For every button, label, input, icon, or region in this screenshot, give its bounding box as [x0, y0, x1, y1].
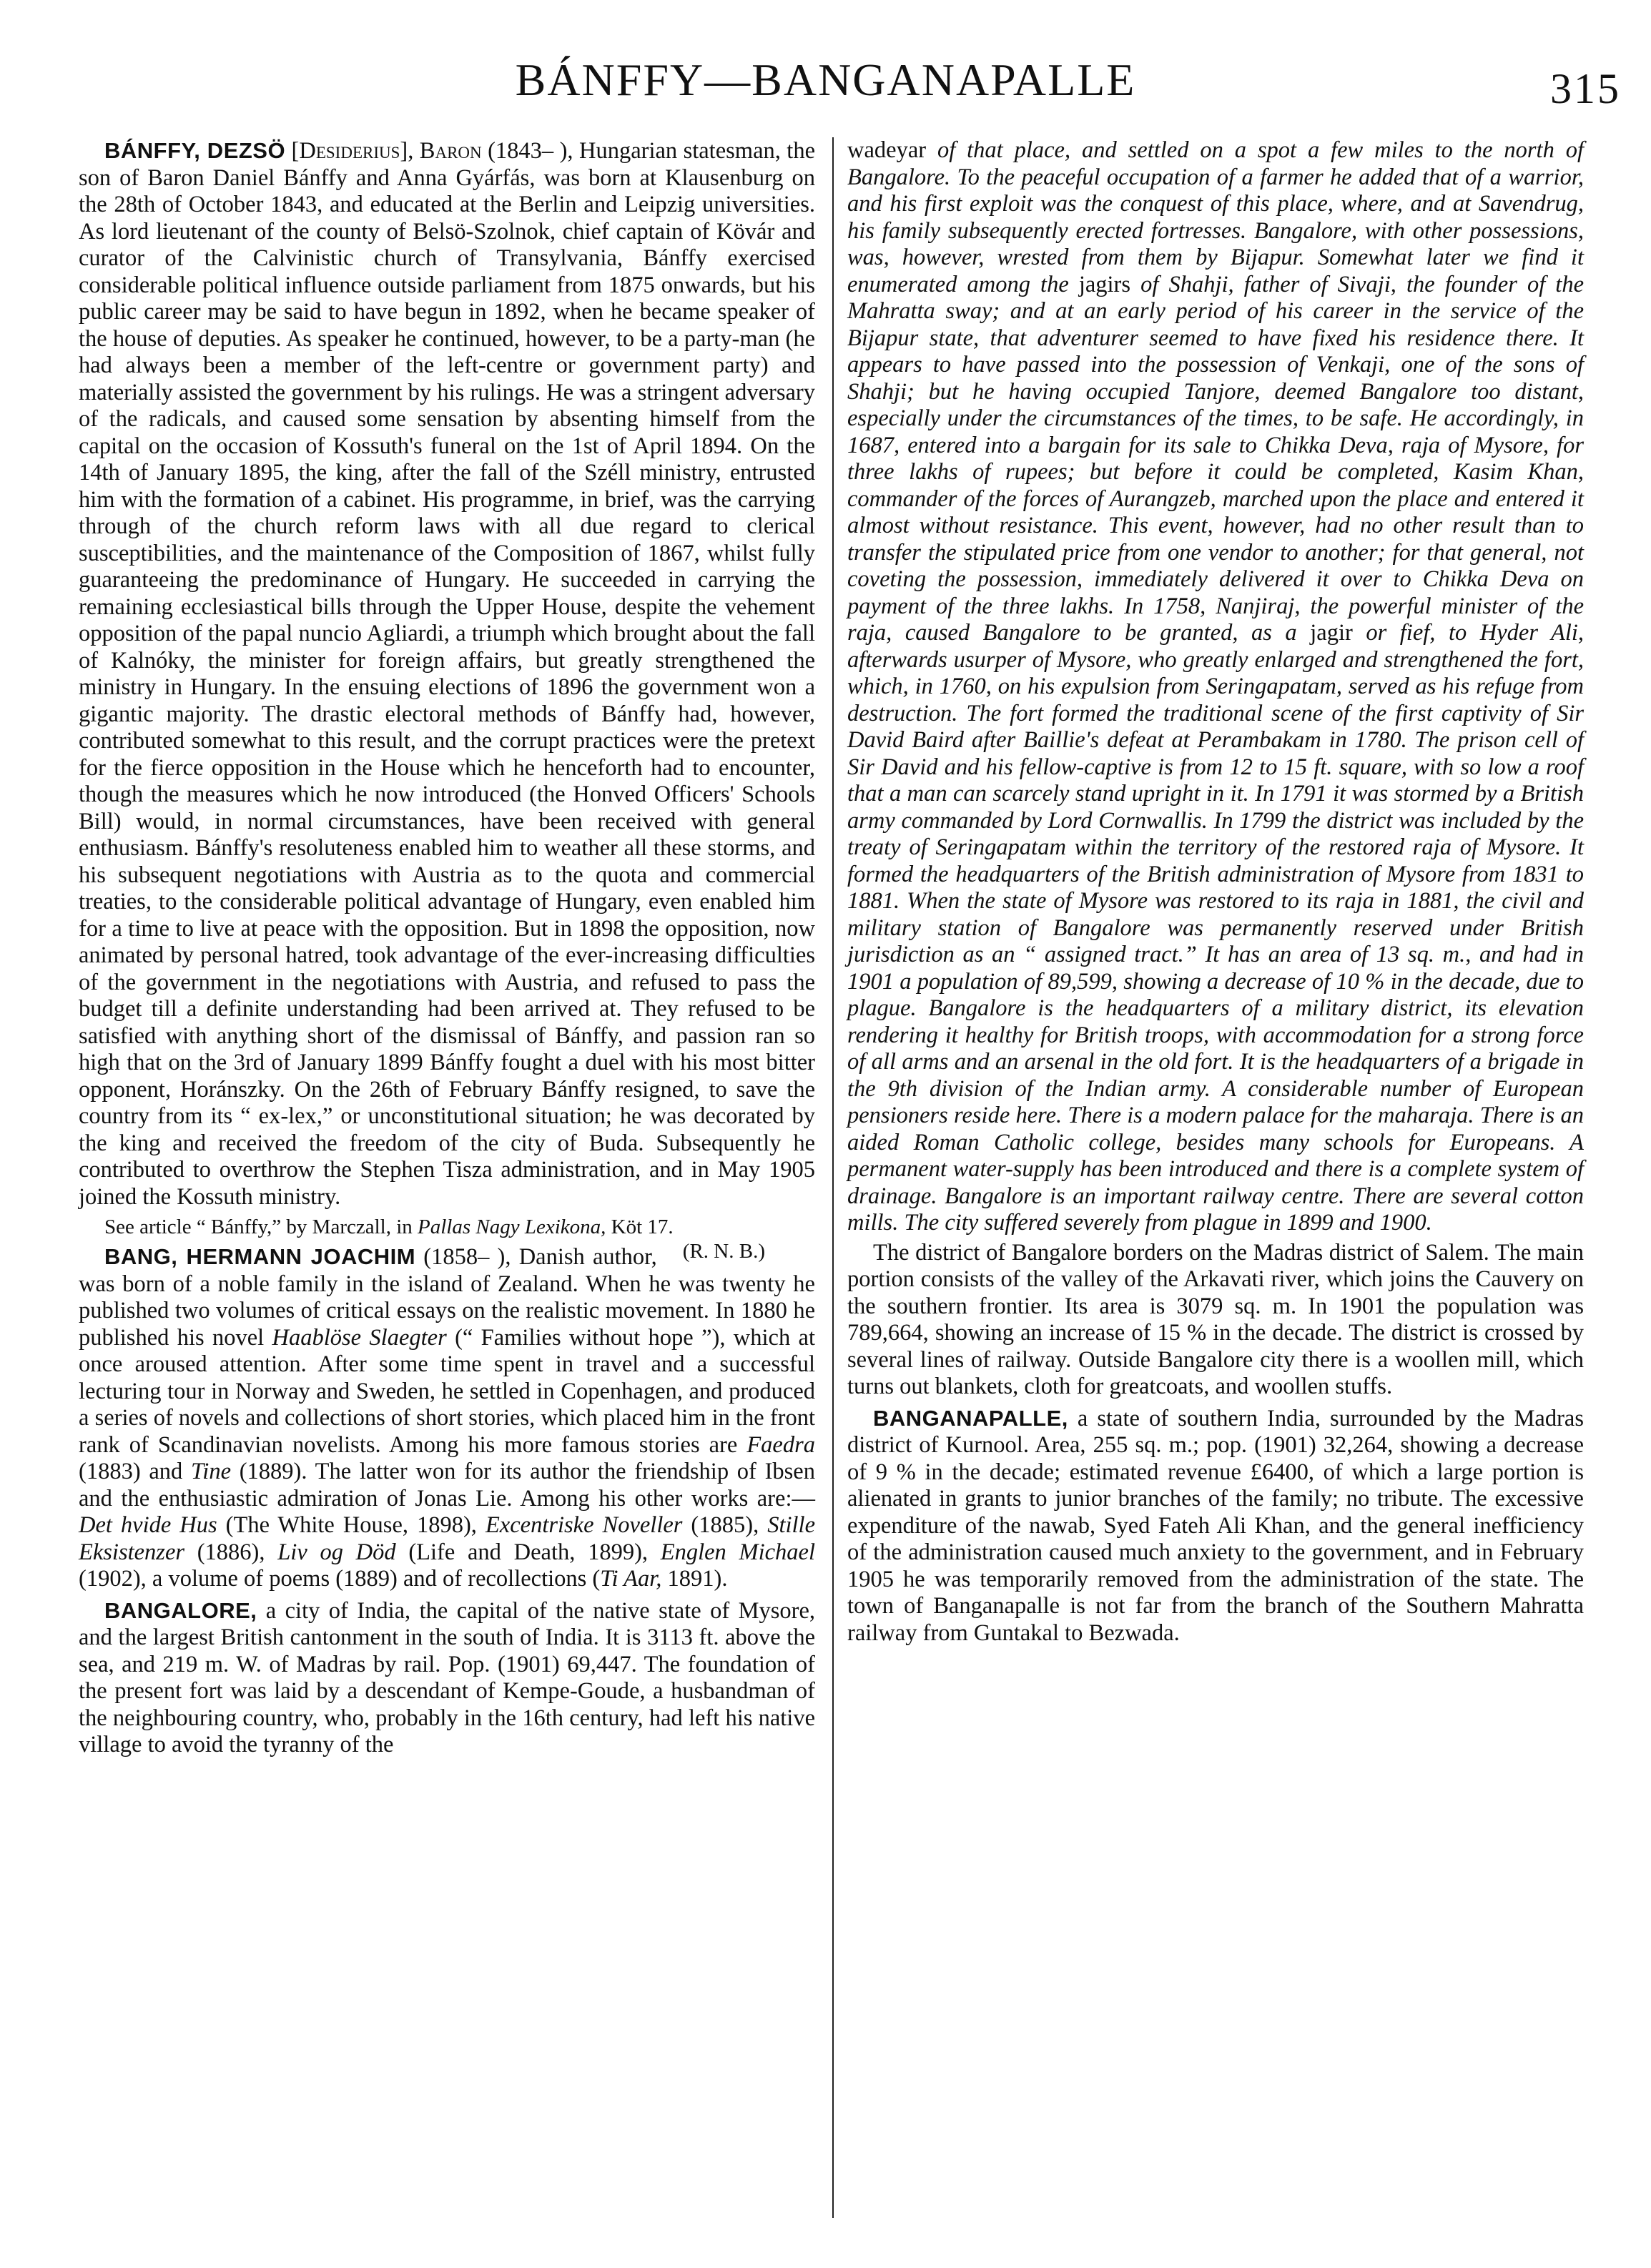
bangalore-district-paragraph: The district of Bangalore borders on the Madras district of Salem. The main portion consists of the valley of the Arkavati river, which joins the Cauvery on the southern frontier. Its area is 3079 sq. m. In 1901 the population was 789,664, showing an increase of 15 % in the decade. The district is crossed by several lines of railway. Outside Bangalore city there is a woollen mill, which turns out blankets, cloth for greatcoats, and woollen stuffs. — [847, 1239, 1584, 1399]
entry-banffy: BÁNFFY, DEZSÖ [Desiderius], Baron (1843– ), Hungarian statesman, the son of Baron Daniel Bánffy and Anna Gyárfás, was born at Klausenburg on the 28th of October 1843, and educated at the Berlin and Leipzig universities. As lord lieutenant of the county of Belsö-Szolnok, chief captain of Kövár and curator of the Calvinistic church of Transylvania, Bánffy exercised considerable political influence outside parliament from 1875 onwards, but his public career may be said to have begun in 1892, when he became speaker of the house of deputies. As speaker he continued, however, to be a party-man (he had always been a member of the left-centre or government party) and materially assisted the government by his rulings. He was a stringent adversary of the radicals, and caused some sensation by absenting himself from the capital on the occasion of Kossuth's funeral on the 1st of April 1894. On the 14th of January 1895, the king, after the fall of the Széll ministry, entrusted him with the formation of a cabinet. His programme, in brief, was the carrying through of the church reform laws with all due regard to clerical susceptibilities, and the maintenance of the Composition of 1867, whilst fully guaranteeing the predominance of Hungary. He succeeded in carrying the remaining ecclesiastical bills through the Upper House, despite the vehement opposition of the papal nuncio Agliardi, a triumph which brought about the fall of Kalnóky, the minister for foreign affairs, but greatly strengthened the ministry in Hungary. In the ensuing elections of 1896 the government won a gigantic majority. The drastic electoral methods of Bánffy had, however, contributed somewhat to this result, and the corrupt practices were the pretext for the fierce opposition in the House which he henceforth had to encounter, though the measures which he now introduced (the Honved Officers' Schools Bill) would, in normal circumstances, have been received with general enthusiasm. Bánffy's resoluteness enabled him to weather all these storms, and his subsequent negotiations with Austria as to the quota and commercial treaties, to the considerable political advantage of Hungary, even enabled him for a time to live at peace with the opposition. But in 1898 the opposition, now animated by personal hatred, took advantage of the ever-increasing difficulties of the government in the negotiations with Austria, and refused to pass the budget till a definite understanding had been arrived at. They refused to be satisfied with anything short of the dismissal of Bánffy, and passion ran so high that on the 3rd of January 1899 Bánffy fought a duel with his most bitter opponent, Horánszky. On the 26th of February Bánffy resigned, to save the country from its “ ex-lex,” or unconstitutional situation; he was decorated by the king and received the freedom of the city of Buda. Subsequently he contributed to overthrow the Stephen Tisza administration, and in May 1905 joined the Kossuth ministry. — [79, 138, 816, 1210]
entry-banffy-body: (1843– ), Hungarian statesman, the son of Baron Daniel Bánffy and Anna Gyárfás, was born at Klausenburg on the 28th of October 1843, and educated at the Berlin and Leipzig universities. As lord lieutenant of the county of Belsö-Szolnok, chief captain of Kövár and curator of the Calvinistic church of Transylvania, Bánffy exercised considerable political influence outside parliament from 1875 onwards, but his public career may be said to have begun in 1892, when he became speaker of the house of deputies. As speaker he continued, however, to be a party-man (he had always been a member of the left-centre or government party) and materially assisted the government by his rulings. He was a stringent adversary of the radicals, and caused some sensation by absenting himself from the capital on the occasion of Kossuth's funeral on the 1st of April 1894. On the 14th of January 1895, the king, after the fall of the Széll ministry, entrusted him with the formation of a cabinet. His programme, in brief, was the carrying through of the church reform laws with all due regard to clerical susceptibilities, and the maintenance of the Composition of 1867, whilst fully guaranteeing the predominance of Hungary. He succeeded in carrying the remaining ecclesiastical bills through the Upper House, despite the vehement opposition of the papal nuncio Agliardi, a triumph which brought about the fall of Kalnóky, the minister for foreign affairs, but greatly strengthened the ministry in Hungary. In the ensuing elections of 1896 the government won a gigantic majority. The drastic electoral methods of Bánffy had, however, contributed somewhat to this result, and the corrupt practices were the pretext for the fierce opposition in the House which he henceforth had to encounter, though the measures which he now introduced (the Honved Officers' Schools Bill) would, in normal circumstances, have been received with general enthusiasm. Bánffy's resoluteness enabled him to weather all these storms, and his subsequent negotiations with Austria as to the quota and commercial treaties, to the considerable political advantage of Hungary, even enabled him for a time to live at peace with the opposition. But in 1898 the opposition, now animated by personal hatred, took advantage of the ever-increasing difficulties of the government in the negotiations with Austria, and refused to pass the budget till a definite understanding had been arrived at. They refused to be satisfied with anything short of the dismissal of Bánffy, and passion ran so high that on the 3rd of January 1899 Bánffy fought a duel with his most bitter opponent, Horánszky. On the 26th of February Bánffy resigned, to save the country from its “ ex-lex,” or unconstitutional situation; he was decorated by the king and received the freedom of the city of Buda. Subsequently he contributed to overthrow the Stephen Tisza administration, and in May 1905 joined the Kossuth ministry. — [79, 138, 816, 1210]
page-header — [0, 54, 1651, 143]
bibliography-reference: See article “ Bánffy,” by Marczall, in Pallas Nagy Lexikona, Köt 17. (R. N. B.) — [104, 1216, 765, 1263]
column-divider — [832, 137, 834, 2218]
entry-bang: BANG, HERMANN JOACHIM (1858– ), Danish author, was born of a noble family in the island of Zealand. When he was twenty he published two volumes of critical essays on the realistic movement. In 1880 he published his novel Haablöse Slaegter (“ Families without hope ”), which at once aroused attention. After some time spent in travel and a successful lecturing tour in Norway and Sweden, he settled in Copenhagen, and produced a series of novels and collections of short stories, which placed him in the front rank of Scandinavian novelists. Among his more famous stories are Faedra (1883) and Tine (1889). The latter won for its author the friendship of Ibsen and the enthusiastic admiration of Jonas Lie. Among his other works are:— Det hvide Hus (The White House, 1898), Excentriske Noveller (1885), Stille Eksistenzer (1886), Liv og Död (Life and Death, 1899), Englen Michael (1902), a volume of poems (1889) and of recollections (Ti Aar, 1891). — [79, 1244, 815, 1592]
running-head: BÁNFFY—BANGANAPALLE — [515, 54, 1136, 105]
page-number: 315 — [1550, 65, 1621, 112]
left-column — [79, 137, 815, 1759]
headword-bang: BANG, HERMANN JOACHIM — [104, 1244, 416, 1269]
headword-banffy: BÁNFFY, DEZSÖ — [104, 138, 286, 163]
right-column — [847, 137, 1584, 1647]
headword-banganapalle: BANGANAPALLE, — [873, 1405, 1068, 1431]
entry-bangalore-continued: wadeyar of that place, and settled on a spot a few miles to the north of Bangalore. To the peaceful occupation of a farmer he added that of a warrior, and his first exploit was the conquest of this place, where, and at Savendrug, his family subsequently erected fortresses. Bangalore, with other possessions, was, however, wrested from them by Bijapur. Somewhat later we find it enumerated among the jagirs of Shahji, father of Sivaji, the founder of the Mahratta sway; and at an early period of his career in the service of the Bijapur state, that adventurer seemed to have fixed his residence there. It appears to have passed into the possession of Venkaji, one of the sons of Shahji; but he having occupied Tanjore, deemed Bangalore too distant, especially under the circumstances of the times, to be safe. He accordingly, in 1687, entered into a bargain for its sale to Chikka Deva, raja of Mysore, for three lakhs of rupees; but before it could be completed, Kasim Khan, commander of the forces of Aurangzeb, marched upon the place and entered it almost without resistance. This event, however, had no other result than to transfer the stipulated price from one vendor to another; for that general, not coveting the possession, immediately delivered it over to Chikka Deva on payment of the three lakhs. In 1758, Nanjiraj, the powerful minister of the raja, caused Bangalore to be granted, as a jagir or fief, to Hyder Ali, afterwards usurper of Mysore, who greatly enlarged and strengthened the fort, which, in 1760, on his expulsion from Seringapatam, served as his refuge from destruction. The fort formed the traditional scene of the first captivity of Sir David Baird after Baillie's defeat at Perambakam in 1780. The prison cell of Sir David and his fellow-captive is from 12 to 15 ft. square, with so low a roof that a man can scarcely stand upright in it. In 1791 it was stormed by a British army commanded by Lord Cornwallis. In 1799 the district was included by the treaty of Seringapatam within the territory of the restored raja of Mysore. It formed the headquarters of the British administration of Mysore from 1831 to 1881. When the state of Mysore was restored to its raja in 1881, the civil and military station of Bangalore was permanently reserved under British jurisdiction as an “ assigned tract.” It has an area of 13 sq. m., and had in 1901 a population of 89,599, showing a decrease of 10 % in the decade, due to plague. Bangalore is the headquarters of a military district, its elevation rendering it healthy for British troops, with accommodation for a strong force of all arms and an arsenal in the old fort. It is the headquarters of a brigade in the 9th division of the Indian army. A considerable number of European pensioners reside here. There is a modern palace for the maharaja. There is an aided Roman Catholic college, besides many schools for Europeans. A permanent water-supply has been introduced and there is a complete system of drainage. Bangalore is an important railway centre. There are several cotton mills. The city suffered severely from plague in 1899 and 1900. — [847, 137, 1584, 1236]
entry-banganapalle: BANGANAPALLE, a state of southern India, surrounded by the Madras district of Kurnool. Area, 255 sq. m.; pop. (1901) 32,264, showing a decrease of 9 % in the decade; estimated revenue £6400, of which a large portion is alienated in grants to junior branches of the family; no tribute. The excessive expenditure of the nawab, Syed Fateh Ali Khan, and the general inefficiency of the administration caused much anxiety to the government, and in February 1905 he was temporarily removed from the administration of the state. The town of Banganapalle is not far from the branch of the Southern Mahratta railway from Guntakal to Bezwada. — [847, 1405, 1584, 1646]
entry-bangalore-opening: a city of India, the capital of the native state of Mysore, and the largest British cantonment in the south of India. It is 3113 ft. above the sea, and 219 m. W. of Madras by rail. Pop. (1901) 69,447. The foundation of the present fort was laid by a descendant of Kempe-Goude, a husbandman of the neighbouring country, who, probably in the 16th century, had left his native village to avoid the tyranny of the — [79, 1597, 815, 1757]
entry-bangalore — [79, 1597, 815, 1759]
headword-bangalore: BANGALORE, — [104, 1597, 257, 1623]
author-initials: (R. N. B.) — [682, 1240, 765, 1263]
